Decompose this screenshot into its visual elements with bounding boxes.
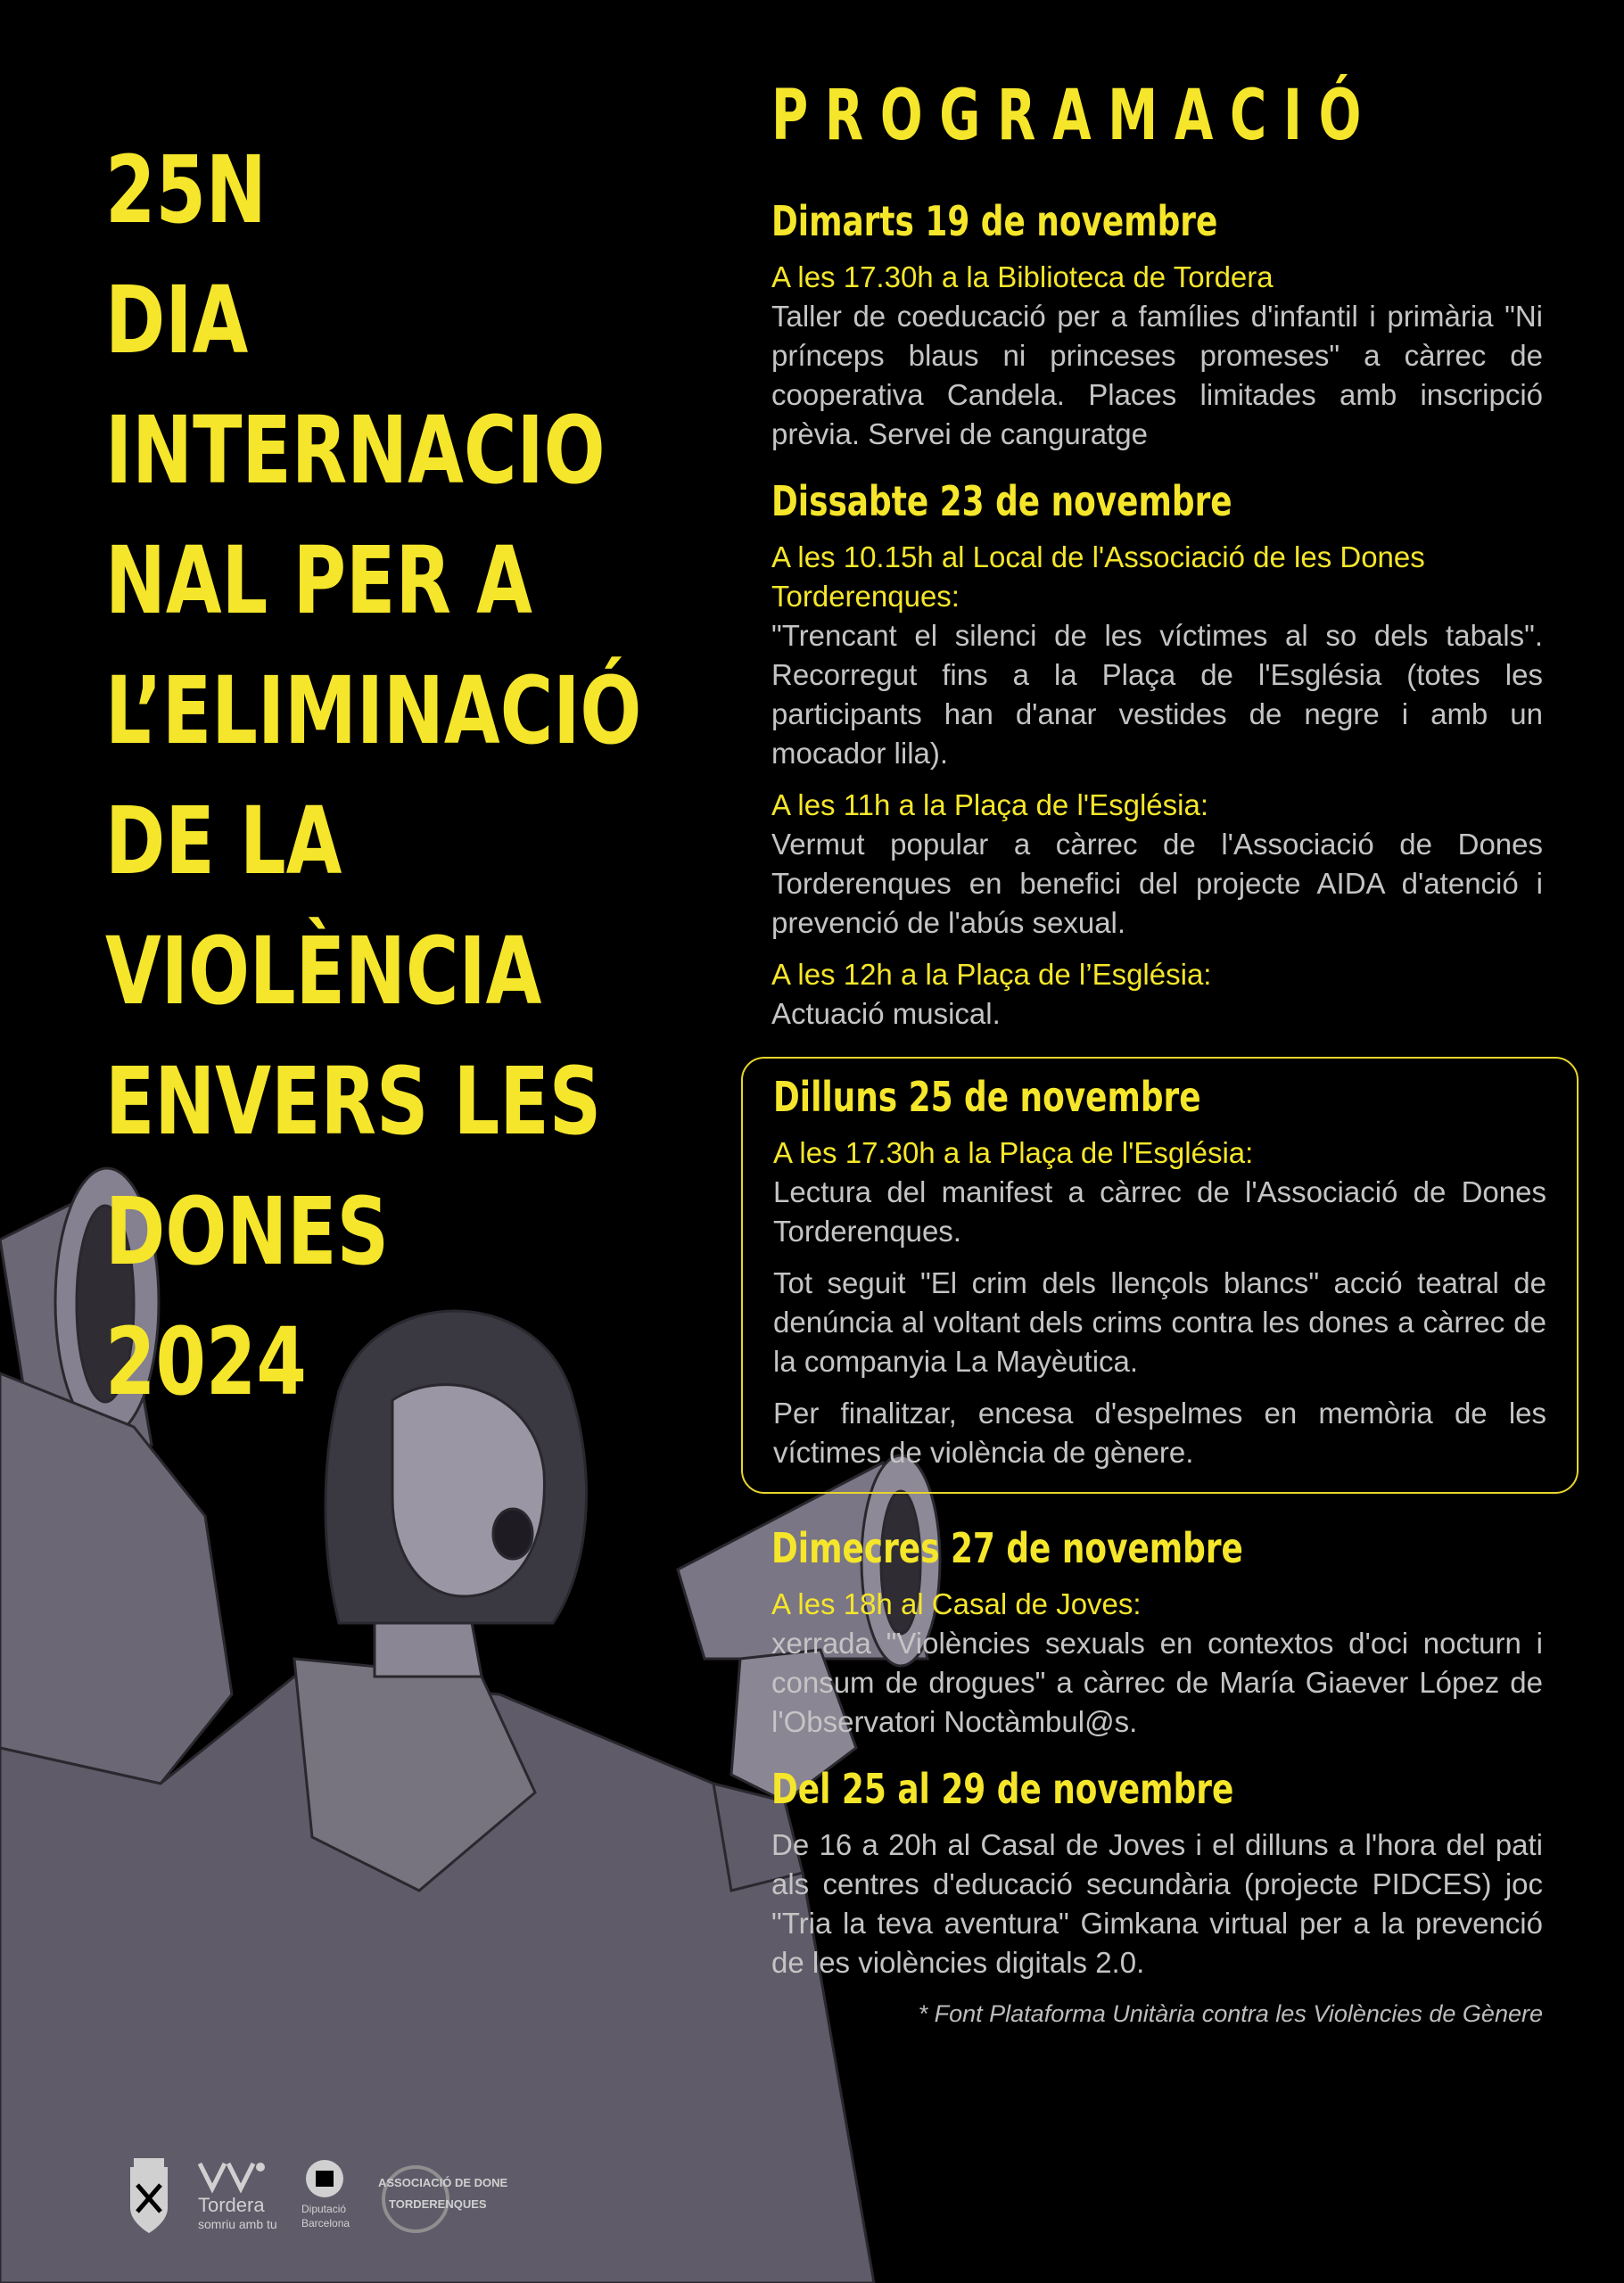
day-block [771,1765,1543,1982]
event [773,1133,1546,1472]
event [771,1585,1543,1742]
event [771,786,1543,943]
diputacio-barcelona-logo [300,2158,350,2199]
diputacio-line2: Barcelona [301,2217,350,2229]
town-coat-of-arms-logo [125,2158,173,2237]
headline-line: DIA [105,266,249,375]
day-heading: Dilluns 25 de novembre [773,1073,1201,1121]
day-block [771,197,1543,454]
tordera-name: Tordera [198,2194,265,2216]
event [771,258,1543,454]
associacio-bottom-text: TORDERENQUES [389,2197,487,2211]
day-heading: Dimarts 19 de novembre [771,197,1218,245]
headline-line: 25N [105,136,267,244]
event-time-place: A les 17.30h a la Biblioteca de Tordera [771,260,1274,293]
headline [105,125,642,1427]
program-title: PROGRAMACIÓ [771,76,1379,156]
highlighted-day-block [741,1057,1579,1494]
event-time-place: A les 18h al Casal de Joves: [771,1587,1142,1620]
associacio-top-text: ASSOCIACIÓ DE DONE [378,2176,508,2189]
event-description: Taller de coeducació per a famílies d'infantil i primària "Ni prínceps blaus ni princeses promeses" a càrrec de cooperativa Candela. Places limitades amb inscripció prèvia. Servei de canguratge [771,300,1543,450]
source-footnote: * Font Plataforma Unitària contra les Violències de Gènere [918,2000,1543,2027]
day-heading: Del 25 al 29 de novembre [771,1765,1234,1813]
headline-line: VIOLÈNCIA [105,917,542,1026]
event-description: Lectura del manifest a càrrec de l'Associació de Dones Torderenques. [773,1175,1546,1248]
headline-line: INTERNACIO [105,396,606,505]
event-description: Per finalitzar, encesa d'espelmes en memòria de les víctimes de violència de gènere. [773,1397,1546,1469]
headline-line: L’ELIMINACIÓ [105,656,642,765]
day-heading: Dissabte 23 de novembre [771,477,1232,525]
headline-line: 2024 [105,1307,307,1416]
event-description: Tot seguit "El crim dels llençols blancs" acció teatral de denúncia al voltant dels crims contra les dones a càrrec de la companyia La Mayèutica. [773,1266,1546,1378]
event-time-place: A les 10.15h al Local de l'Associació de les Dones Torderenques: [771,540,1425,613]
event-time-place: A les 11h a la Plaça de l'Església: [771,788,1208,821]
headline-line: ENVERS LES [105,1047,602,1156]
event-time-place: A les 12h a la Plaça de l’Església: [771,958,1212,991]
event-description: "Trencant el silenci de les víctimes al so dels tabals". Recorregut fins a la Plaça de l'Església (totes les participants han d'anar vestides de negre i amb un mocador lila). [771,619,1543,770]
day-heading: Dimecres 27 de novembre [771,1524,1243,1572]
event-time-place: A les 17.30h a la Plaça de l'Església: [773,1136,1254,1169]
event-description: xerrada "Violències sexuals en contextos d'oci nocturn i consum de drogues" a càrrec de María Giaever López de l'Observatori Noctàmbul@s. [771,1627,1543,1738]
headline-line: NAL PER A [105,526,532,635]
program-column [771,76,1546,2028]
event [771,538,1543,773]
event [771,955,1543,1034]
tordera-logo-mark [196,2158,268,2194]
tordera-slogan: somriu amb tu [198,2217,277,2231]
event [771,1826,1543,1982]
event-description: De 16 a 20h al Casal de Joves i el dilluns a l'hora del pati als centres d'educació secundària (projecte PIDCES) joc "Tria la teva aventura" Gimkana virtual per a la prevenció de les violències digitals 2.0. [771,1828,1543,1979]
event-description: Vermut popular a càrrec de l'Associació de Dones Torderenques en benefici del projecte AIDA d'atenció i prevenció de l'abús sexual. [771,828,1543,939]
diputacio-line1: Diputació [301,2203,347,2215]
headline-line: DONES [105,1177,390,1286]
event-description: Actuació musical. [771,997,1001,1030]
day-block [771,477,1543,1034]
day-block [771,1524,1543,1742]
headline-line: DE LA [105,787,342,895]
